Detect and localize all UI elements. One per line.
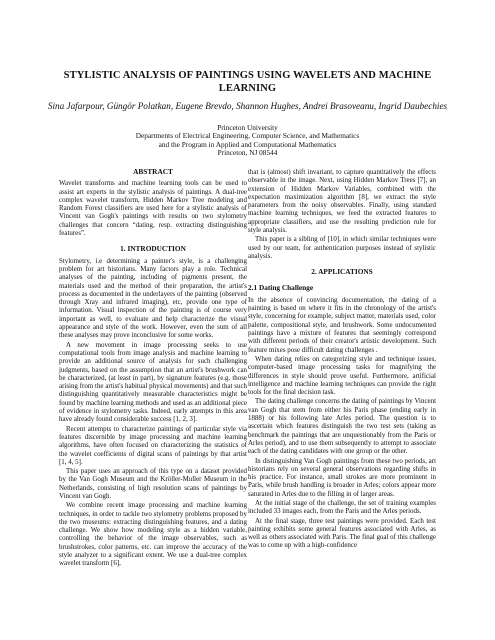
intro-sibling-paragraph: This paper is a sibling of [10], in which similar techniques were used by our team, for authentication purposes instead of stylistic analysis. [248, 235, 436, 260]
title-line-2: LEARNING [218, 83, 277, 94]
introduction-heading: 1. INTRODUCTION [120, 244, 186, 254]
title-line-1: STYLISTIC ANALYSIS OF PAINTINGS USING WAVELETS AND MACHINE [63, 70, 432, 81]
left-column [59, 168, 247, 569]
applications-paragraph: In the absence of convincing documentation, the dating of a painting is based on where it fits in the chronology of the artist's style, concerning for example, subject matter, materials used, color palette, compositional style, and brushwork. Some undocumented paintings have a mixture of features that seemingly correspond with different periods of their creator's artistic development. Such feature mixes pose difficult dating challenges . [248, 295, 436, 354]
affiliation-line: Princeton, NJ 08544 [217, 148, 278, 158]
intro-paragraph: A new movement in image processing seeks to use computational tools from image analysis and machine learning to provide an additional source of analysis for such challenging judgments, based on the assumption that an artist's brushwork can be characterized, (at least in part), by signature features (e.g. those arising from the artist's habitual physical movements) and that such distinguishing quantitatively measurable characteristics might be found by machine learning methods and used as an additional piece of evidence in stylometry tasks. Indeed, early attempts in this area have already found considerable success [1, 2, 3]. [59, 340, 247, 424]
affiliation-line: Princeton University [217, 123, 278, 132]
applications-paragraph: At the initial stage of the challenge, the set of training examples included 33 images each, from the Paris and the Arles periods. [248, 498, 436, 516]
affiliation-line: Departments of Electrical Engineering, Computer Science, and Mathematics [135, 131, 360, 141]
abstract-text: Wavelet transforms and machine learning tools can be used to assist art experts in the stylistic analysis of paintings. A dual-tree complex wavelet transform, Hidden Markov Tree modeling and Random Forest classifiers are used here for a stylistic analysis of Vincent van Gogh's paintings with results on two stylometry challenges that concern “dating, resp. extracting distinguishing features”. [59, 179, 247, 238]
intro-paragraph: We combine recent image processing and machine learning techniques, in order to tackle two stylometry problems proposed by the two museums: extracting distinguishing features, and a dating challenge. We show how modeling style as a hidden variable, controlling the behavior of the image observables, such as brushstrokes, color patterns, etc. can improve the accuracy of the style analyzer to a significant extent. We use a dual-tree complex wavelet transform [6], [59, 501, 247, 568]
applications-paragraph: In distinguishing Van Gogh paintings from these two periods, art historians rely on several general observations regarding shifts in his practice. For instance, small strokes are more prominent in Paris, while brush handling is broader in Arles; colors appear more saturated in Arles due to the filling in of larger areas. [248, 456, 436, 498]
intro-paragraph: Recent attempts to characterize paintings of particular style via features discernible by image processing and machine learning algorithms, have often focused on characterizing the statistics of the wavelet coefficients of digital scans of paintings by that artist [1, 4, 5]. [59, 424, 247, 466]
intro-paragraph: This paper uses an approach of this type on a dataset provided by the Van Gogh Museum and the Kröller-Muller Museum in the Netherlands, consisting of high resolution scans of paintings by Vincent van Gogh. [59, 467, 247, 500]
affiliation-line: and the Program in Applied and Computational Mathematics [158, 139, 337, 149]
abstract-heading: ABSTRACT [133, 167, 173, 176]
intro-paragraph: Stylometry, i.e determining a painter's style, is a challenging problem for art historians. Many factors play a role. Technical analyses of the painting, including of pigments present, the materials used and the method of their preparation, the artist's process as documented in the underlayers of the painting (observed through Xray and infrared imaging), etc, provide one type of information. Visual inspection of the painting is of course very important as well, to evaluate and help characterize the visual appearance and style of the work. However, even the sum of all these analyses may prove inconclusive for some works. [59, 256, 247, 340]
affiliation-block [60, 124, 435, 158]
applications-paragraph: The dating challenge concerns the dating of paintings by Vincent van Gogh that stem from either his Paris phase (ending early in 1888) or his following late Arles period. The question is to ascertain which features distinguish the two test sets (taking as benchmark the paintings that are unquestionably from the Paris or Arles period), and to use them subsequently to attempt to associate each of the dating candidates with one group or the other. [248, 397, 436, 456]
intro-continuation: that is (almost) shift invariant, to capture quantitatively the effects observable in the image. Next, using Hidden Markov Trees [7], an extension of Hidden Markov Variables, combined with the expectation maximization algorithm [8], we extract the style parameters from the noisy observables. Finally, using standard machine learning techniques, we feed the extracted features to appropriate classifiers, and use the resulting prediction rule for style analysis. [248, 168, 436, 235]
right-column [248, 168, 436, 551]
dating-challenge-subheading: 2.1 Dating Challenge [248, 282, 314, 292]
applications-paragraph: At the final stage, three test paintings were provided. Each test painting exhibits some general features associated with Arles, as well as others associated with Paris. The final goal of this challenge was to come up with a high-confidence [248, 516, 436, 550]
applications-paragraph: When dating relies on categorizing style and technique issues, computer-based image processing tasks for magnifying the differences in style should prove useful. Furthermore, artificial intelligence and machine learning techniques can provide the right tools for the final decision task. [248, 354, 436, 397]
paper-title [40, 69, 455, 95]
applications-heading: 2. APPLICATIONS [311, 267, 373, 277]
author-list: Sina Jafarpour, Güngör Polatkan, Eugene Brevdo, Shannon Hughes, Andrei Brasoveanu, Ingrid Daubechies [47, 101, 448, 111]
